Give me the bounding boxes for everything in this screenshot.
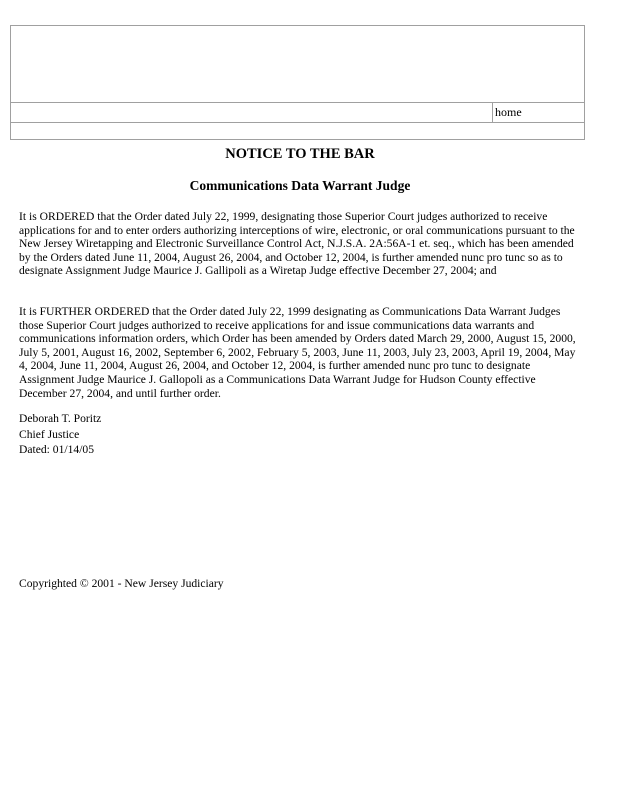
nav-spacer — [11, 103, 493, 122]
signer-role: Chief Justice — [19, 427, 80, 441]
signature-block — [19, 411, 101, 458]
header-frame — [10, 25, 585, 140]
home-link[interactable]: home — [495, 105, 522, 119]
order-paragraph-1: It is ORDERED that the Order dated July 22, 1999, designating those Superior Court judges authorized to receive applications for and to enter orders authorizing interceptions of wire, electronic, or oral communications pursuant to the New Jersey Wiretapping and Electronic Surveillance Control Act, N.J.S.A. 2A:56A-1 et. seq., which has been amended by the Orders dated June 11, 2004, August 26, 2004, and October 12, 2004, is further amended nunc pro tunc so as to designate Assignment Judge Maurice J. Gallipoli as a Wiretap Judge effective December 27, 2004; and — [19, 210, 575, 278]
page-subtitle: Communications Data Warrant Judge — [189, 178, 411, 193]
signature-date: Dated: 01/14/05 — [19, 443, 95, 456]
order-paragraph-2: It is FURTHER ORDERED that the Order dated July 22, 1999 designating as Communications Data Warrant Judges those Superior Court judges authorized to receive applications for and issue communications data warrants and communications information orders, which Order has been amended by Orders dated March 29, 2000, August 15, 2000, July 5, 2001, August 16, 2002, September 6, 2002, February 5, 2003, June 11, 2003, July 23, 2003, April 19, 2004, May 4, 2004, June 11, 2004, August 26, 2004, and October 12, 2004, is further amended nunc pro tunc to designate Assignment Judge Maurice J. Gallopoli as a Communications Data Warrant Judge for Hudson County effective December 27, 2004, and until further order. — [19, 305, 576, 400]
nav-bar — [11, 103, 584, 123]
header-banner — [11, 26, 584, 103]
page-title: NOTICE TO THE BAR — [225, 146, 375, 162]
copyright-notice: Copyrighted © 2001 - New Jersey Judiciary — [19, 577, 224, 590]
signer-name: Deborah T. Poritz — [19, 412, 102, 425]
